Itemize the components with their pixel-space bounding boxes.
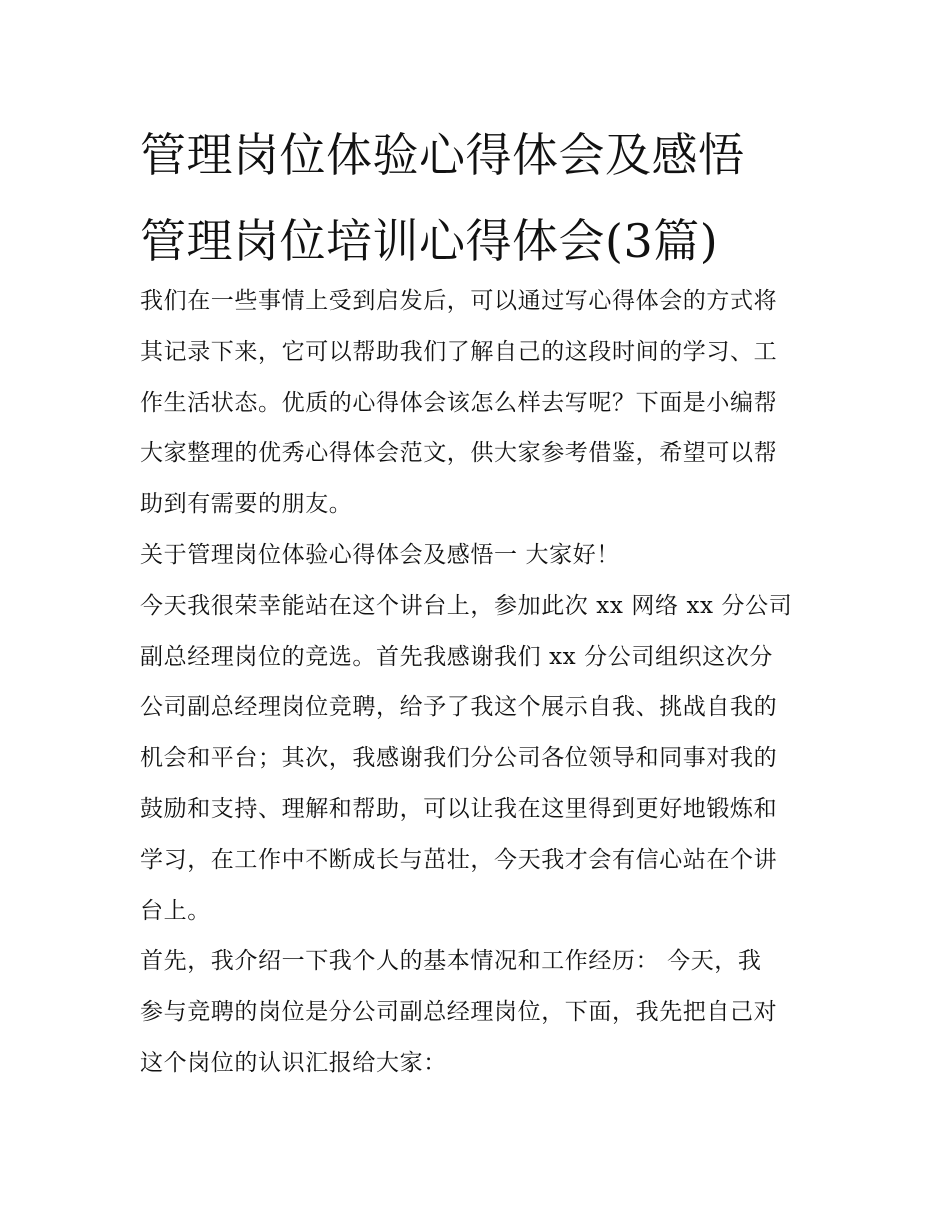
document-body (140, 276, 812, 1089)
speech-line-5: 鼓励和支持、理解和帮助，可以让我在这里得到更好地锻炼和 (140, 795, 778, 822)
title-line-1: 管理岗位体验心得体会及感悟 (140, 128, 745, 182)
intro-line-5: 助到有需要的朋友。 (140, 491, 353, 518)
intro-line-3: 作生活状态。优质的心得体会该怎么样去写呢？下面是小编帮 (140, 389, 778, 416)
intro-self-line-3: 这个岗位的认识汇报给大家： (140, 1049, 447, 1076)
intro-self-line-1: 首先，我介绍一下我个人的基本情况和工作经历： 今天，我 (140, 948, 762, 975)
speech-line-6: 学习，在工作中不断成长与茁壮，今天我才会有信心站在个讲 (140, 846, 778, 873)
intro-self-line-2: 参与竞聘的岗位是分公司副总经理岗位，下面，我先把自己对 (140, 999, 778, 1026)
document-title (140, 112, 840, 284)
title-line-2: 管理岗位培训心得体会(3篇) (140, 214, 719, 268)
speech-line-2: 副总经理岗位的竞选。首先我感谢我们 xx 分公司组织这次分 (140, 643, 773, 670)
speech-line-4: 机会和平台；其次，我感谢我们分公司各位领导和同事对我的 (140, 745, 778, 772)
speech-line-3: 公司副总经理岗位竞聘，给予了我这个展示自我、挑战自我的 (140, 694, 778, 721)
speech-line-1: 今天我很荣幸能站在这个讲台上，参加此次 xx 网络 xx 分公司 (140, 592, 793, 619)
intro-line-1: 我们在一些事情上受到启发后，可以通过写心得体会的方式将 (140, 288, 778, 314)
intro-line-4: 大家整理的优秀心得体会范文，供大家参考借鉴，希望可以帮 (140, 440, 778, 467)
speech-line-7: 台上。 (140, 897, 211, 924)
section-heading-line: 关于管理岗位体验心得体会及感悟一 大家好！ (140, 541, 620, 568)
intro-line-2: 其记录下来，它可以帮助我们了解自己的这段时间的学习、工 (140, 338, 778, 365)
